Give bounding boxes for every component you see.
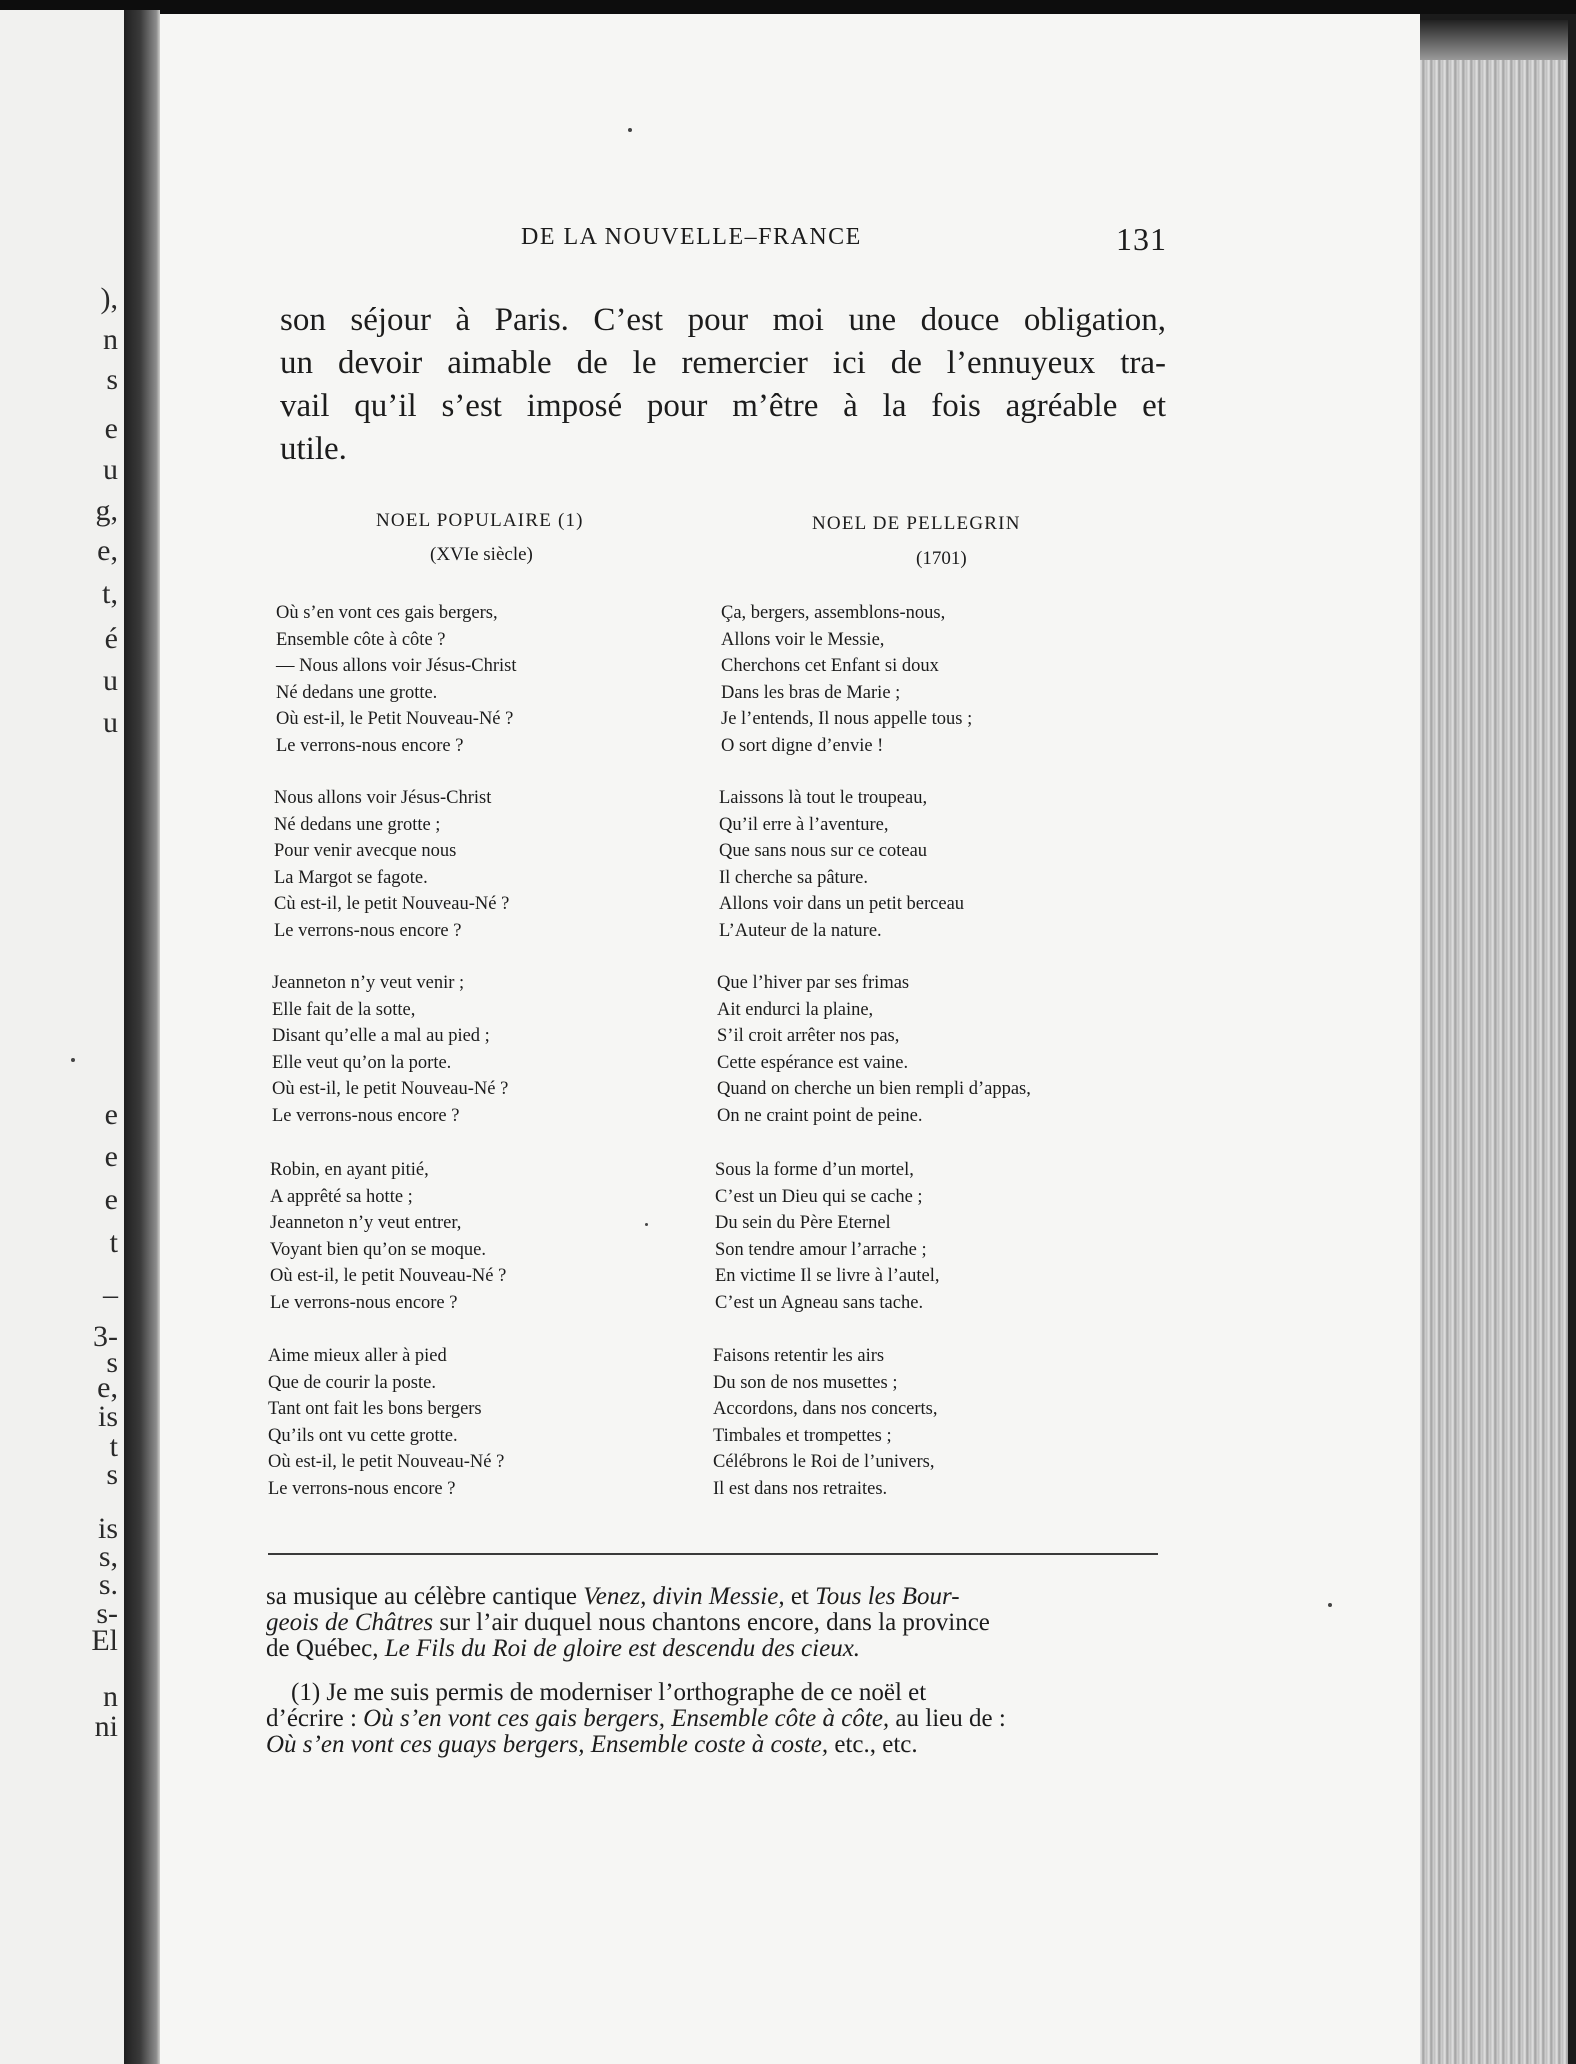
verse-line: Où est-il, le petit Nouveau-Né ? [270, 1266, 507, 1287]
verse-line: Il cherche sa pâture. [719, 867, 868, 888]
facing-page-fragment: ni [94, 1710, 118, 1743]
facing-page-fragment: u [103, 664, 118, 697]
left-poem-title: NOEL POPULAIRE (1) [376, 510, 584, 531]
footnote-run: geois de Châtres [266, 1609, 434, 1636]
facing-page-fragment: e [104, 1098, 118, 1131]
facing-page-fragment: e [104, 412, 118, 445]
facing-page-fragment: u [103, 453, 118, 486]
body-line: son séjour à Paris. C’est pour moi une douce obligation, [280, 302, 1166, 338]
verse-line: — Nous allons voir Jésus-Christ [276, 656, 517, 677]
footnote-rule [268, 1553, 1158, 1555]
verse-line: Elle fait de la sotte, [272, 999, 416, 1020]
facing-page-fragment: s [106, 1346, 118, 1379]
verse-line: Célébrons le Roi de l’univers, [713, 1452, 935, 1473]
facing-page-fragment: n [103, 323, 118, 356]
verse-line: Ensemble côte à côte ? [276, 629, 446, 650]
facing-page-fragment: s- [96, 1597, 118, 1630]
verse-line: Le verrons-nous encore ? [270, 1292, 458, 1313]
verse-line: Pour venir avecque nous [274, 841, 457, 862]
book-gutter [124, 10, 160, 2064]
verse-line: Ait endurci la plaine, [717, 999, 874, 1020]
footnote-run: Venez, divin Messie, [583, 1583, 785, 1610]
footnote-run: et [784, 1583, 816, 1610]
verse-line: C’est un Agneau sans tache. [715, 1292, 924, 1313]
verse-line: Il est dans nos retraites. [713, 1478, 888, 1499]
running-head: DE LA NOUVELLE–FRANCE [521, 224, 862, 250]
verse-line: Où est-il, le petit Nouveau-Né ? [272, 1079, 509, 1100]
verse-line: Tant ont fait les bons bergers [268, 1399, 482, 1420]
verse-line: Nous allons voir Jésus-Christ [274, 788, 492, 808]
verse-line: Robin, en ayant pitié, [270, 1160, 429, 1180]
verse-line: Du son de nos musettes ; [713, 1372, 898, 1393]
facing-page-fragment: s [106, 1458, 118, 1491]
footnote-run: Où s’en vont ces guays bergers, Ensemble coste à coste, [266, 1731, 829, 1758]
verse-line: On ne craint point de peine. [717, 1105, 923, 1126]
stanza [717, 970, 1031, 1130]
footnote-run: sur l’air duquel nous chantons encore, dans la province [433, 1609, 990, 1636]
verse-line: Que de courir la poste. [268, 1372, 436, 1393]
body-line: un devoir aimable de le remercier ici de l’ennuyeux tra- [280, 345, 1166, 381]
footnote-1 [266, 1680, 1156, 1758]
speck [628, 128, 632, 132]
facing-page-fragment: e [104, 1140, 118, 1173]
footnote-run: Où s’en vont ces gais bergers, Ensemble côte à côte, [363, 1705, 890, 1732]
verse-line: Né dedans une grotte. [276, 682, 438, 703]
footnote-run: de Québec, [266, 1635, 385, 1662]
facing-page-fragment: s. [98, 1568, 118, 1601]
body-line: utile. [280, 431, 347, 467]
verse-line: Je l’entends, Il nous appelle tous ; [721, 709, 973, 730]
facing-page-fragment: n [103, 1680, 118, 1713]
verse-line: Allons voir dans un petit berceau [719, 894, 965, 915]
verse-line: Que l’hiver par ses frimas [717, 973, 910, 993]
verse-line: Le verrons-nous encore ? [276, 735, 464, 756]
speck [71, 1058, 75, 1062]
facing-page-fragment: ), [100, 282, 118, 315]
facing-page-fragment: é [104, 622, 118, 655]
footnote-run: au lieu de : [889, 1705, 1006, 1732]
scan-top-border [0, 0, 1576, 14]
verse-line: Le verrons-nous encore ? [274, 920, 462, 941]
stanza [715, 1157, 939, 1317]
left-poem-date: (XVIe siècle) [430, 544, 533, 565]
stanza [719, 785, 964, 945]
facing-page-fragment: is [97, 1512, 118, 1545]
verse-line: Accordons, dans nos concerts, [713, 1399, 938, 1420]
verse-line: Jeanneton n’y veut venir ; [272, 973, 465, 993]
verse-line: Né dedans une grotte ; [274, 814, 441, 835]
page-number: 131 [1116, 221, 1167, 257]
page-block-edge [1418, 20, 1568, 2064]
verse-line: Que sans nous sur ce coteau [719, 841, 928, 862]
facing-page-fragment: e [104, 1183, 118, 1216]
facing-page-fragment: t [109, 1226, 118, 1259]
verse-line: Jeanneton n’y veut entrer, [270, 1213, 462, 1234]
stanza [721, 600, 972, 760]
right-poem-title: NOEL DE PELLEGRIN [812, 513, 1021, 534]
speck [645, 1223, 648, 1226]
verse-line: Elle veut qu’on la porte. [272, 1052, 452, 1073]
body-line: vail qu’il s’est imposé pour m’être à la fois agréable et [280, 388, 1166, 424]
verse-line: S’il croit arrêter nos pas, [717, 1026, 900, 1047]
facing-page-fragment: g, [95, 494, 118, 527]
facing-page-fragment: e, [97, 1371, 118, 1404]
verse-line: Où s’en vont ces gais bergers, [276, 603, 498, 623]
footnote-run: etc., etc. [828, 1731, 918, 1758]
verse-line: Dans les bras de Marie ; [721, 682, 901, 703]
verse-line: Le verrons-nous encore ? [268, 1478, 456, 1499]
verse-line: Le verrons-nous encore ? [272, 1105, 460, 1126]
facing-page-fragment: 3- [93, 1320, 118, 1353]
verse-line: Aime mieux aller à pied [268, 1346, 447, 1366]
verse-line: Allons voir le Messie, [721, 629, 885, 650]
footnote-run: d’écrire : [266, 1705, 364, 1732]
verse-line: Ça, bergers, assemblons-nous, [721, 603, 946, 623]
verse-line: Disant qu’elle a mal au pied ; [272, 1026, 490, 1047]
speck [1328, 1603, 1332, 1607]
verse-line: La Margot se fagote. [274, 867, 428, 888]
verse-line: Où est-il, le petit Nouveau-Né ? [268, 1452, 505, 1473]
verse-line: Timbales et trompettes ; [713, 1425, 892, 1446]
facing-page-fragment: u [103, 706, 118, 739]
facing-page-fragment: e, [97, 534, 118, 567]
verse-line: Du sein du Père Eternel [715, 1213, 891, 1234]
verse-line: Son tendre amour l’arrache ; [715, 1239, 927, 1260]
verse-line: Sous la forme d’un mortel, [715, 1160, 914, 1180]
facing-page-fragment: is [97, 1400, 118, 1433]
verse-line: Qu’ils ont vu cette grotte. [268, 1425, 458, 1446]
stanza [713, 1343, 938, 1503]
verse-line: Cù est-il, le petit Nouveau-Né ? [274, 894, 510, 915]
verse-line: A apprêté sa hotte ; [270, 1186, 413, 1207]
stanza [272, 970, 508, 1130]
facing-page-fragment: El [91, 1624, 118, 1657]
verse-line: Cherchons cet Enfant si doux [721, 656, 939, 677]
verse-line: O sort digne d’envie ! [721, 735, 884, 756]
verse-line: Faisons retentir les airs [713, 1346, 885, 1366]
stanza [268, 1343, 504, 1503]
footnote-run: sa musique au célèbre cantique [266, 1583, 584, 1610]
facing-page-fragment: – [103, 1278, 118, 1311]
footnote-run: Tous les Bour- [815, 1583, 960, 1610]
facing-page-fragment: t [109, 1430, 118, 1463]
verse-line: Voyant bien qu’on se moque. [270, 1239, 486, 1260]
footnote-run: (1) Je me suis permis de moderniser l’orthographe de ce noël et [266, 1679, 927, 1706]
verse-line: Quand on cherche un bien rempli d’appas, [717, 1079, 1031, 1100]
verse-line: Laissons là tout le troupeau, [719, 788, 928, 808]
verse-line: Cette espérance est vaine. [717, 1052, 909, 1073]
footnote-run: Le Fils du Roi de gloire est descendu des cieux. [384, 1635, 861, 1662]
right-poem-date: (1701) [916, 548, 967, 569]
stanza [276, 600, 517, 760]
facing-page-fragment: t, [102, 577, 118, 610]
verse-line: Où est-il, le Petit Nouveau-Né ? [276, 709, 514, 730]
facing-page-fragment: s, [98, 1540, 118, 1573]
facing-page-edge [0, 10, 124, 2064]
verse-line: En victime Il se livre à l’autel, [715, 1266, 940, 1287]
facing-page-fragment: s [106, 363, 118, 396]
stanza [270, 1157, 506, 1317]
stanza [274, 785, 509, 945]
verse-line: L’Auteur de la nature. [719, 920, 882, 941]
verse-line: C’est un Dieu qui se cache ; [715, 1186, 923, 1207]
verse-line: Qu’il erre à l’aventure, [719, 814, 889, 835]
footnote-continuation [266, 1584, 1156, 1662]
